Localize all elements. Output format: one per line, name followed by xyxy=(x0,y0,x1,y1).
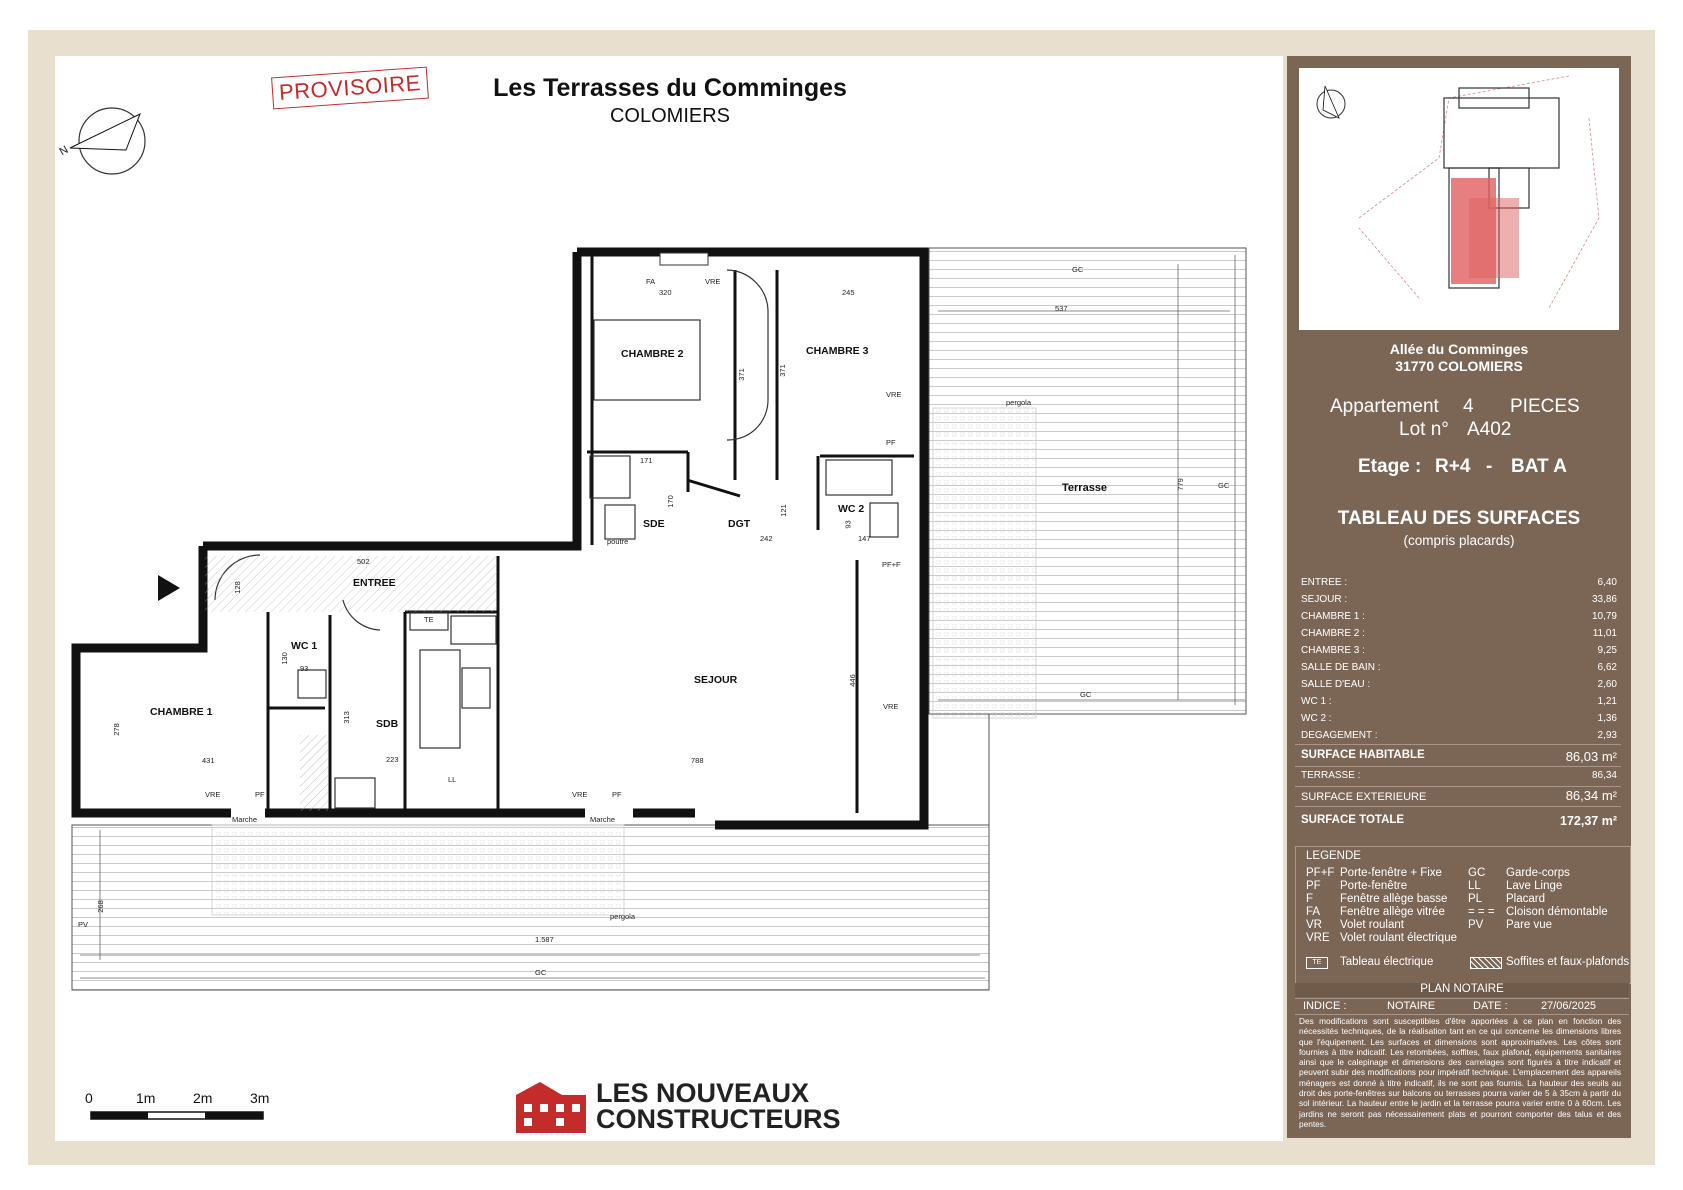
etage-label: Etage : xyxy=(1358,456,1422,477)
dimension: 268 xyxy=(95,900,105,913)
surface-row-label: SEJOUR : xyxy=(1301,594,1348,605)
label-gc: GC xyxy=(1218,481,1230,490)
surface-row-label: CHAMBRE 2 : xyxy=(1301,628,1365,639)
dimension: 431 xyxy=(202,756,215,765)
dimension: 93 xyxy=(843,520,853,529)
indice-value: NOTAIRE xyxy=(1387,1000,1436,1012)
walls xyxy=(76,252,924,825)
legend-text: Garde-corps xyxy=(1506,867,1570,879)
surface-row xyxy=(1299,679,1619,695)
dimension: 223 xyxy=(386,755,399,764)
dimension: 502 xyxy=(357,557,370,566)
surface-row-value: 6,40 xyxy=(1597,577,1617,588)
label-poutre: poutre xyxy=(607,537,629,546)
legend-text: Lave Linge xyxy=(1506,880,1563,892)
legend-text: Fenêtre allège vitrée xyxy=(1340,906,1445,918)
label-pf: PF xyxy=(886,438,896,447)
surface-row-value: 2,60 xyxy=(1597,679,1617,690)
surface-row-label: CHAMBRE 1 : xyxy=(1301,611,1365,622)
dimension: 93 xyxy=(300,664,309,673)
label-pv: PV xyxy=(78,920,89,929)
brand-logo-icon xyxy=(516,1082,586,1133)
soffites-hatch-icon xyxy=(1470,957,1502,969)
label-ll: LL xyxy=(448,775,457,784)
room-chambre-3: CHAMBRE 3 xyxy=(806,345,869,357)
room-chambre-2: CHAMBRE 2 xyxy=(621,348,684,360)
legend-code: LL xyxy=(1468,880,1481,892)
lot-value: A402 xyxy=(1467,419,1512,440)
scale-label: 2m xyxy=(193,1090,213,1106)
apt-label: Appartement xyxy=(1330,396,1439,417)
legend-code: F xyxy=(1306,893,1314,905)
dimension: 313 xyxy=(341,711,351,724)
disclaimer: Des modifications sont susceptibles d'être apportées à ce plan en fonction des nécessités techniques, de la réalisation tant en ce qui concerne les dimensions libres que l'équipement. Les surfaces et dimensions sont approximatives. Les côtes sont fournies à titre indicatif. Les retombées, soffites, faux plafond, équipements sanitaires ainsi que le calepinage et dimensions des carrelages sont figurés à titre indicatif et peuvent subir des modifications pour impératif technique. L'emplacement des appareils ménagers est donné à titre indicatif, ils ne sont pas fournis. La hauteur des seuils au droit des porte-fenêtres sur balcons ou terrasses pourra varier de 5 à 35cm à partir du sol intérieur. La hauteur entre le jardin et la terrasse pourra varier entre 0 à 60cm. Les jardins ne seront pas nécessairement plats et pourront comporter des talus et des pentes. xyxy=(1299,1016,1621,1129)
surface-row-label: SALLE D'EAU : xyxy=(1301,679,1371,690)
fixtures xyxy=(215,270,898,808)
table-subtitle: (compris placards) xyxy=(1403,533,1515,548)
dimension: 446 xyxy=(847,674,857,687)
surface-exterieure-label: SURFACE EXTERIEURE xyxy=(1301,791,1427,803)
surface-row-value: 10,79 xyxy=(1591,611,1617,622)
label-vre: VRE xyxy=(205,790,221,799)
address-line-1: Allée du Comminges xyxy=(1389,341,1529,357)
legend-code: GC xyxy=(1468,867,1486,879)
separator xyxy=(1295,744,1621,745)
dimension: 320 xyxy=(659,288,672,297)
surface-row xyxy=(1299,628,1619,644)
surface-habitable-label: SURFACE HABITABLE xyxy=(1301,749,1425,761)
legend-text: Pare vue xyxy=(1506,919,1553,931)
brand-line-1: LES NOUVEAUX xyxy=(596,1078,810,1108)
surface-row-value: 1,36 xyxy=(1597,713,1617,724)
surface-row-label: DEGAGEMENT : xyxy=(1301,730,1378,741)
label-fa: FA xyxy=(646,277,656,286)
legend xyxy=(1295,846,1631,984)
provisoire-stamp: PROVISOIRE xyxy=(271,67,429,110)
dimension: 779 xyxy=(1175,478,1185,491)
etage-value: R+4 xyxy=(1435,456,1471,477)
dimension: 371 xyxy=(777,364,787,377)
te-symbol-icon: TE xyxy=(1306,957,1328,969)
dimension: 171 xyxy=(640,456,653,465)
compass-north-label: N xyxy=(57,143,71,159)
dimension: 1.587 xyxy=(535,935,554,944)
room-entree: ENTREE xyxy=(353,577,396,589)
label-gc: GC xyxy=(1080,690,1092,699)
project-title: Les Terrasses du Comminges xyxy=(493,74,847,102)
separator xyxy=(1295,806,1621,807)
scale-label: 0 xyxy=(85,1090,93,1106)
dimension: 147 xyxy=(858,534,871,543)
surface-row-value: 1,21 xyxy=(1597,696,1617,707)
indice-label: INDICE : xyxy=(1303,1000,1347,1012)
surface-totale-label: SURFACE TOTALE xyxy=(1301,814,1405,826)
legend-code: VR xyxy=(1306,919,1322,931)
brand-line-2: CONSTRUCTEURS xyxy=(596,1104,841,1134)
batiment: BAT A xyxy=(1511,456,1567,477)
legend-code: PL xyxy=(1468,893,1483,905)
scale-bar xyxy=(91,1112,263,1119)
legend-text: Porte-fenêtre xyxy=(1340,880,1408,892)
project-city: COLOMIERS xyxy=(609,105,731,127)
legend-te-text: Tableau électrique xyxy=(1340,956,1434,968)
legend-code: = = = xyxy=(1468,906,1495,918)
surface-row-label: CHAMBRE 3 : xyxy=(1301,645,1365,656)
label-te: TE xyxy=(424,615,434,624)
separator xyxy=(1295,766,1621,767)
compass-icon xyxy=(70,108,145,174)
info-panel xyxy=(1287,56,1631,1138)
label-gc: GC xyxy=(535,968,547,977)
surface-row-label: WC 2 : xyxy=(1301,713,1332,724)
table-title: TABLEAU DES SURFACES xyxy=(1337,508,1581,529)
legend-text: Porte-fenêtre + Fixe xyxy=(1340,867,1442,879)
address-line-2: 31770 COLOMIERS xyxy=(1395,358,1523,374)
legend-text: Volet roulant électrique xyxy=(1340,932,1457,944)
dimension: 130 xyxy=(279,652,289,665)
legend-code: PF xyxy=(1306,880,1321,892)
label-pf: PF xyxy=(612,790,622,799)
scale-label: 1m xyxy=(136,1090,156,1106)
surface-totale-value: 172,37 m² xyxy=(1560,814,1617,828)
dimension: 278 xyxy=(111,723,121,736)
surface-habitable-value: 86,03 m² xyxy=(1565,749,1617,764)
partitions xyxy=(268,252,914,813)
room-sde: SDE xyxy=(643,518,665,530)
apt-unit: PIECES xyxy=(1510,396,1580,417)
legend-soffites-text: Soffites et faux-plafonds xyxy=(1506,956,1630,968)
label-vre: VRE xyxy=(883,702,899,711)
label-vre: VRE xyxy=(572,790,588,799)
surface-row-value: 9,25 xyxy=(1597,645,1617,656)
surface-row xyxy=(1299,611,1619,627)
surface-row-label: WC 1 : xyxy=(1301,696,1332,707)
surface-exterieure-row xyxy=(1299,788,1619,804)
label-pf: PF xyxy=(255,790,265,799)
separator xyxy=(1295,786,1621,787)
label-marche: Marche xyxy=(232,815,258,824)
surface-row-value: 33,86 xyxy=(1591,594,1617,605)
brand-name xyxy=(596,1080,841,1132)
surface-row-value: 6,62 xyxy=(1597,662,1617,673)
surface-totale-row xyxy=(1299,814,1619,830)
surface-row xyxy=(1299,594,1619,610)
date-label: DATE : xyxy=(1473,1000,1508,1012)
terrasse-value: 86,34 xyxy=(1591,770,1617,781)
surface-row xyxy=(1299,577,1619,593)
surface-row xyxy=(1299,696,1619,712)
legend-text: Fenêtre allège basse xyxy=(1340,893,1448,905)
dimension: 371 xyxy=(736,368,746,381)
date-value: 27/06/2025 xyxy=(1541,1000,1597,1012)
dimension: 537 xyxy=(1055,304,1068,313)
compass-small-icon xyxy=(1317,86,1345,118)
room-wc-2: WC 2 xyxy=(838,503,865,515)
room-dgt: DGT xyxy=(728,518,751,530)
label-pergola: pergola xyxy=(610,912,636,921)
legend-text: Cloison démontable xyxy=(1506,906,1608,918)
surface-habitable-row xyxy=(1299,749,1619,765)
surface-exterieure-value: 86,34 m² xyxy=(1565,788,1617,803)
label-pergola: pergola xyxy=(1006,398,1032,407)
surface-row-value: 11,01 xyxy=(1592,628,1617,639)
surface-row-value: 2,93 xyxy=(1597,730,1617,741)
surface-row-label: ENTREE : xyxy=(1301,577,1348,588)
room-sdb: SDB xyxy=(376,718,399,730)
scale-label: 3m xyxy=(250,1090,270,1106)
dimension: 788 xyxy=(691,756,704,765)
lot-label: Lot n° xyxy=(1399,419,1449,440)
room-chambre-1: CHAMBRE 1 xyxy=(150,706,213,718)
label-vre: VRE xyxy=(886,390,902,399)
apt-count: 4 xyxy=(1463,396,1474,417)
dimension: 242 xyxy=(760,534,773,543)
legend-code: VRE xyxy=(1306,932,1330,944)
surface-row-label: SALLE DE BAIN : xyxy=(1301,662,1381,673)
legend-code: FA xyxy=(1306,906,1321,918)
legend-code: PV xyxy=(1468,919,1484,931)
surface-row xyxy=(1299,662,1619,678)
terrasse-row xyxy=(1299,770,1619,786)
label-gc: GC xyxy=(1072,265,1084,274)
label-pff: PF+F xyxy=(882,560,901,569)
terrasse-label: TERRASSE : xyxy=(1301,770,1361,781)
room-terrasse: Terrasse xyxy=(1062,482,1108,494)
surface-row xyxy=(1299,645,1619,661)
surface-row xyxy=(1299,713,1619,729)
location-minimap xyxy=(1299,68,1619,330)
dimension: 128 xyxy=(232,581,242,594)
dimension: 121 xyxy=(778,504,788,517)
indice-row xyxy=(1295,998,1629,1015)
dimension: 170 xyxy=(665,495,675,508)
room-wc-1: WC 1 xyxy=(291,640,318,652)
entry-arrow-icon xyxy=(158,575,180,601)
plan-notaire: PLAN NOTAIRE xyxy=(1295,983,1629,997)
legend-title: LEGENDE xyxy=(1306,850,1361,862)
etage-dash: - xyxy=(1486,456,1493,477)
label-vre: VRE xyxy=(705,277,721,286)
dimension: 245 xyxy=(842,288,855,297)
room-sejour: SEJOUR xyxy=(694,674,738,686)
legend-code: PF+F xyxy=(1306,867,1335,879)
legend-text: Placard xyxy=(1506,893,1545,905)
legend-text: Volet roulant xyxy=(1340,919,1404,931)
label-marche: Marche xyxy=(590,815,616,824)
